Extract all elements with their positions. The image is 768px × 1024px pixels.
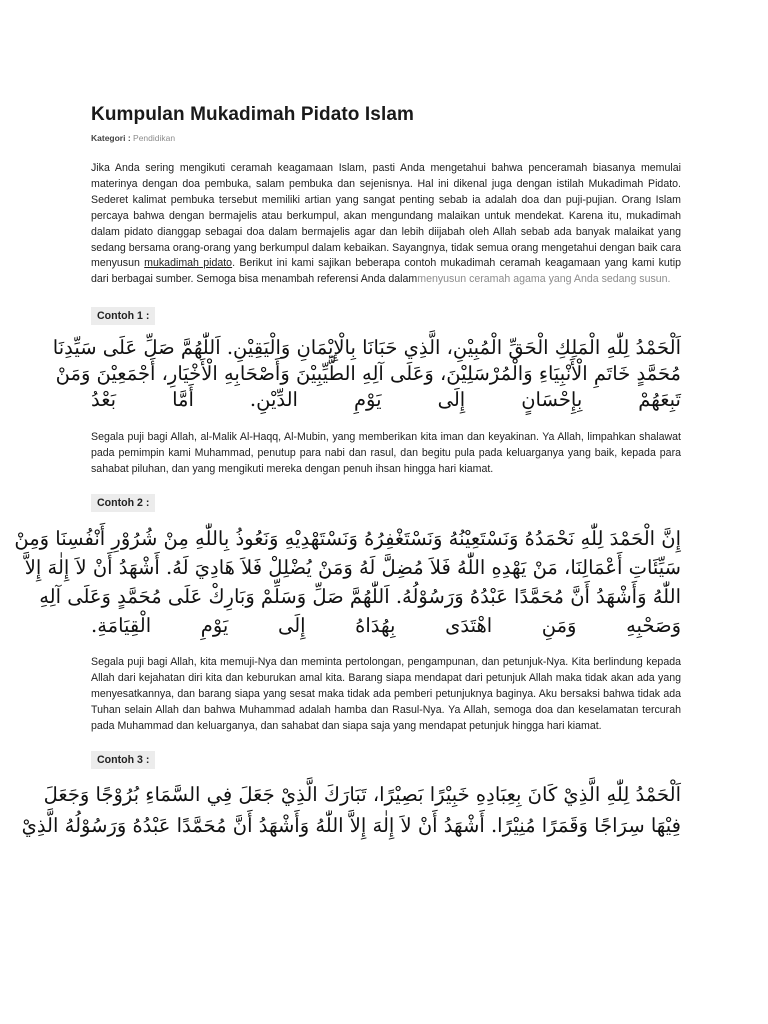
arabic-line: اَلْحَمْدُ لِلّٰهِ الْمَلِكِ الْحَقِّ الْمُبِيْنِ، الَّذِي حَبَانَا بِالْإِيْمَانِ وَالْيَقِيْنِ. اَللّٰهُمَّ صَلِّ عَلَى سَيِّدِنَا [52, 336, 681, 360]
example-2 [14, 493, 681, 735]
intro-text-continued: . Berikut ini kami sajikan beberapa contoh mukadimah ceramah keagamaan yang kami kutip dari berbagai sumber. Semoga bisa menambah referensi Anda dalam [91, 257, 681, 286]
arabic-line: سَيِّئَاتِ أَعْمَالِنَا، مَنْ يَهْدِهِ اللّٰهُ فَلاَ مُضِلَّ لَهُ وَمَنْ يُضْلِلْ فَلاَ هَادِيَ لَهُ. أَشْهَدُ أَنْ لاَ إِلٰهَ إِلاَّ [24, 555, 681, 579]
arabic-line: إِنَّ الْحَمْدَ لِلّٰهِ نَحْمَدُهُ وَنَسْتَعِيْنُهُ وَنَسْتَغْفِرُهُ وَنَسْتَهْدِيْهِ وَنَعُوذُ بِاللّٰهِ مِنْ شُرُوْرِ أَنْفُسِنَا وَمِنْ [14, 526, 681, 550]
intro-paragraph [91, 161, 681, 288]
section-label: Contoh 2 : [91, 494, 155, 512]
arabic-text [21, 779, 681, 841]
article [14, 104, 681, 841]
arabic-line: مُحَمَّدٍ خَاتَمِ الْأَنْبِيَاءِ وَالْمُرْسَلِيْنَ، وَعَلَى آلِهِ الطَّيِّبِيْنَ وَأَصْحَابِهِ الْأَخْيَارِ، أَجْمَعِيْنَ وَمَنْ [55, 362, 681, 386]
intro-muted-text: menyusun ceramah agama yang Anda sedang susun. [417, 273, 671, 286]
section-label: Contoh 1 : [91, 307, 155, 325]
arabic-line: وَصَحْبِهِ وَمَنِ اهْتَدَى بِهُدَاهُ إِلَى يَوْمِ الْقِيَامَةِ. [91, 613, 681, 637]
translation-paragraph: Segala puji bagi Allah, kita memuji-Nya dan meminta pertolongan, pengampunan, dan petunjuk-Nya. Kita berlindung kepada Allah dari kejahatan diri kita dan keburukan amal kita. Barang siapa mendapat dari petunjuk Allah maka tidak akan ada yang menyesatkannya, dan barang siapa yang sesat maka tidak ada pemberi petunjuknya baginya. Aku bersaksi bahwa tidak ada Tuhan selain Allah dan bahwa Muhammad adalah hamba dan Rasul-Nya. Ya Allah, semoga doa dan keselamatan tercurah pada Muhammad dan keluarganya, dan sahabat dan siapa saja yang mendapat petunjuk hingga hari kiamat. [91, 655, 681, 732]
intro-text: Jika Anda sering mengikuti ceramah keagamaan Islam, pasti Anda mengetahui bahwa penceramah biasanya memulai materinya dengan doa pembuka, salam pembuka dan sejenisnya. Hal ini dikenal juga dengan istilah Mukadimah Pidato. Sederet kalimat pembuka tersebut memiliki artian yang sangat penting sebab ia adalah doa dan puji-pujian. Orang Islam percaya bahwa dengan bermajelis atau berkumpul, akan mengundang malaikan untuk mendekat. Karena itu, mukadimah dalam pidato dianggap sebagai doa dalam bermajelis agar dan lebih diijabah oleh Allah sebab ada banyak malaikat yang sedang bersama orang-orang yang berkumpul dalam kebaikan. Sayangnya, tidak semua orang mengetahui dengan baik cara menyusun [91, 162, 681, 270]
arabic-line: اَلْحَمْدُ لِلّٰهِ الَّذِيْ كَانَ بِعِبَادِهِ خَبِيْرًا بَصِيْرًا، تَبَارَكَ الَّذِيْ جَعَلَ فِي السَّمَاءِ بُرُوْجًا وَجَعَلَ [43, 782, 681, 806]
arabic-line: تَبِعَهُمْ بِإِحْسَانٍ إِلَى يَوْمِ الدِّيْنِ. أَمَّا بَعْدُ [91, 388, 681, 412]
example-1 [52, 306, 681, 478]
translation-paragraph: Segala puji bagi Allah, al-Malik Al-Haqq, Al-Mubin, yang memberikan kita iman dan keyakinan. Ya Allah, limpahkan shalawat pada pemimpin kami Muhammad, penutup para nabi dan rasul, dan begitu pula pada keluarganya yang baik, kepada para sahabat piluhan, dan yang mengikuti mereka dengan penuh ihsan hingga hari kiamat. [91, 431, 681, 476]
arabic-line: اللّٰهُ وَأَشْهَدُ أَنَّ مُحَمَّدًا عَبْدُهُ وَرَسُوْلُهُ. اَللّٰهُمَّ صَلِّ وَسَلِّمْ وَبَارِكْ عَلَى مُحَمَّدٍ وَعَلَى آلِهِ [39, 584, 681, 608]
article-title: Kumpulan Mukadimah Pidato Islam [91, 104, 414, 125]
example-3 [21, 750, 681, 841]
arabic-text [52, 335, 681, 413]
arabic-line: فِيْهَا سِرَاجًا وَقَمَرًا مُنِيْرًا. أَشْهَدُ أَنْ لاَ إِلٰهَ إِلاَّ اللّٰهُ وَأَشْهَدُ أَنَّ مُحَمَّدًا عَبْدُهُ وَرَسُوْلُهُ الَّذِيْ [21, 813, 681, 837]
article-category [91, 133, 681, 143]
arabic-text [14, 524, 681, 640]
section-label: Contoh 3 : [91, 751, 155, 769]
category-value[interactable]: Pendidikan [133, 133, 176, 143]
category-label: Kategori : [91, 133, 134, 143]
mukadimah-pidato-link[interactable]: mukadimah pidato [144, 257, 233, 270]
